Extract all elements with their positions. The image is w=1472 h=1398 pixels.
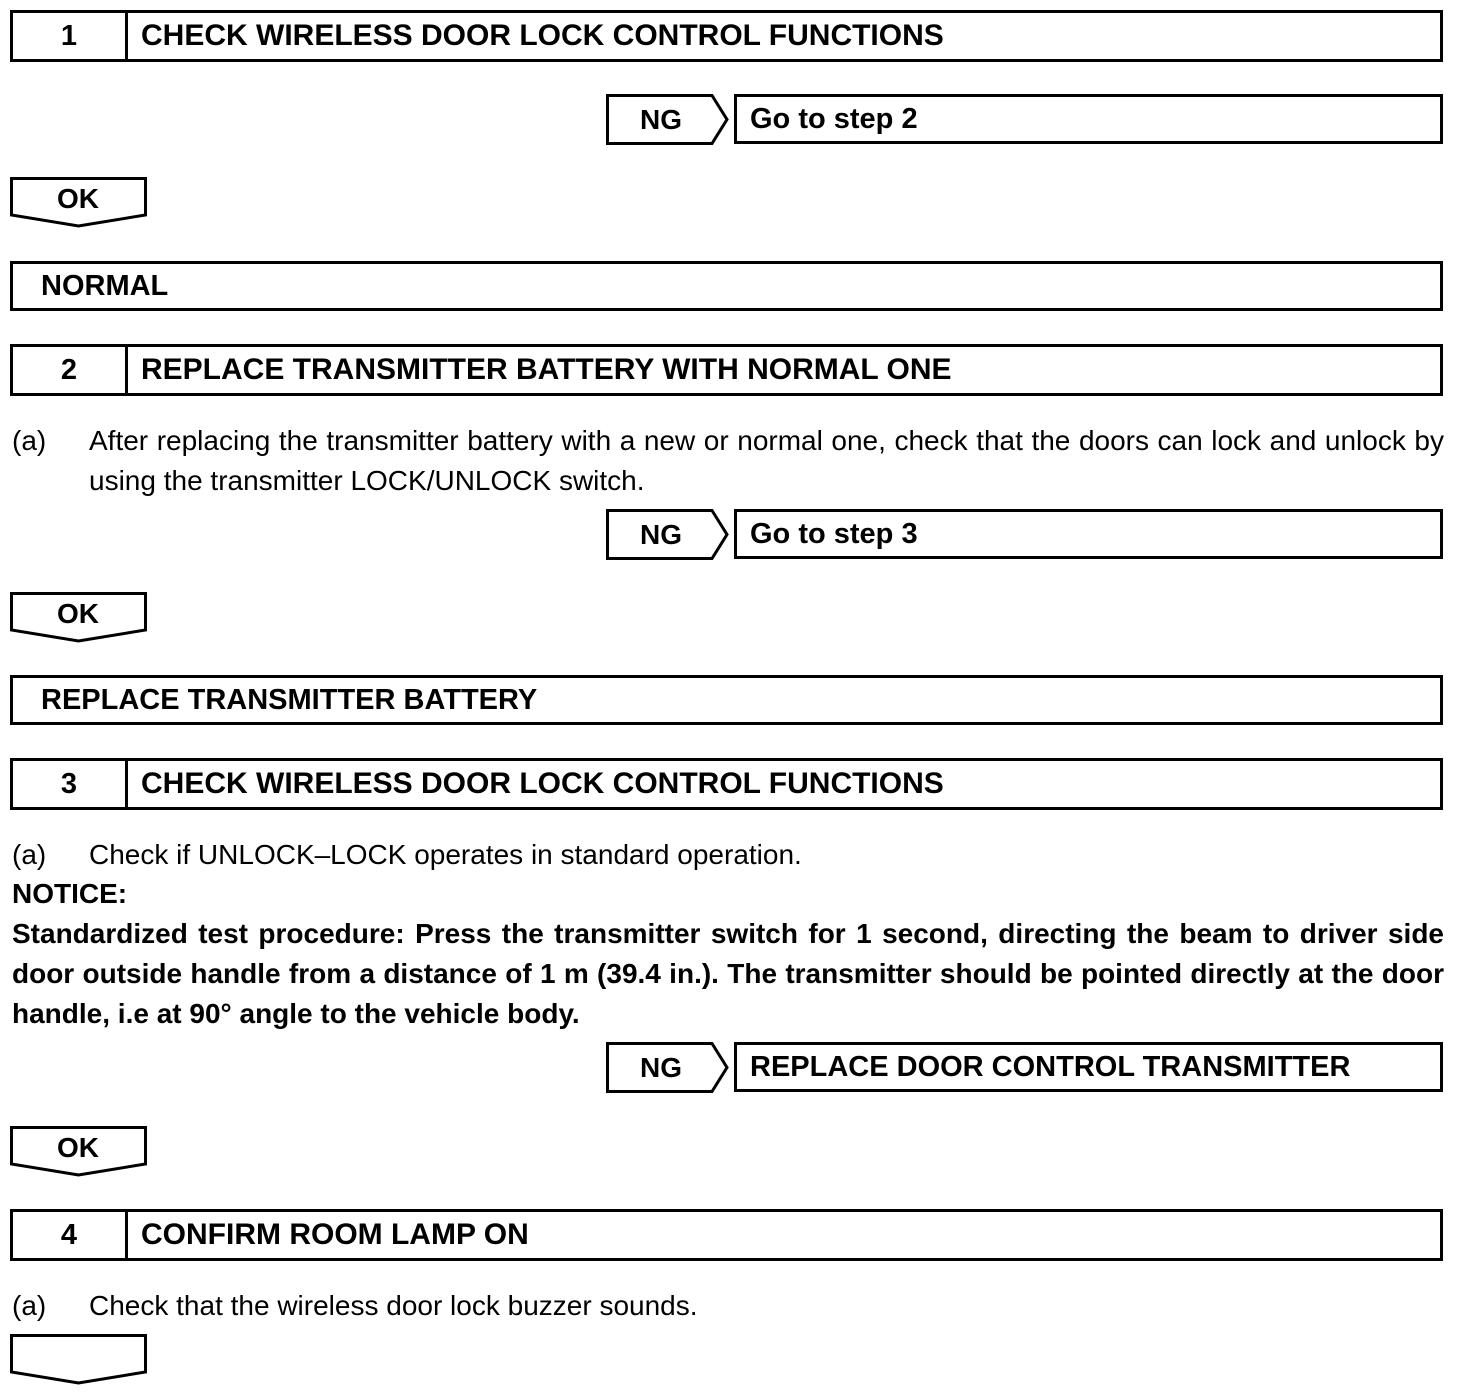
step-1-ng-arrow (606, 94, 730, 145)
step-3-number: 3 (13, 761, 128, 807)
step-1-ok-label: OK (57, 183, 99, 214)
step-1-number: 1 (13, 13, 128, 59)
step-4-header (10, 1209, 1443, 1261)
step-3-ok-label: OK (57, 1132, 99, 1163)
step-2-result: REPLACE TRANSMITTER BATTERY (10, 675, 1443, 725)
step-2-sub-text: After replacing the transmitter battery with a new or normal one, check that the doors can lock and unlock by using the transmitter LOCK/UNLOCK switch. (89, 425, 1444, 496)
step-2-ok-label: OK (57, 598, 99, 629)
step-3-title: CHECK WIRELESS DOOR LOCK CONTROL FUNCTIONS (141, 767, 944, 800)
notice-text: Standardized test procedure: Press the transmitter switch for 1 second, directing the beam to driver side door outside handle from a distance of 1 m (39.4 in.). The transmitter should be pointed directly at the door handle, i.e at 90° angle to the vehicle body. (12, 918, 1444, 1029)
step-1-title: CHECK WIRELESS DOOR LOCK CONTROL FUNCTIONS (141, 19, 944, 52)
step-4-title: CONFIRM ROOM LAMP ON (141, 1218, 529, 1251)
step-3-ng-arrow (606, 1042, 730, 1093)
step-2-ng-target: Go to step 3 (734, 509, 1443, 559)
step-1-result: NORMAL (10, 261, 1443, 311)
step-1-header (10, 10, 1443, 62)
step-2-ng-arrow (606, 509, 730, 560)
step-4-sub-label: (a) (12, 1290, 47, 1321)
down-arrow-icon (10, 1334, 148, 1386)
step-4-sub-text: Check that the wireless door lock buzzer sounds. (89, 1290, 698, 1321)
step-3-header (10, 758, 1443, 810)
step-3-ng-target: REPLACE DOOR CONTROL TRANSMITTER (734, 1042, 1443, 1092)
step-2-ok-arrow (10, 592, 148, 644)
step-3-sub-text: Check if UNLOCK–LOCK operates in standard operation. (89, 839, 802, 870)
step-3-ok-arrow (10, 1126, 148, 1178)
step-2-title: REPLACE TRANSMITTER BATTERY WITH NORMAL ONE (141, 353, 952, 386)
step-3-ng-label: NG (640, 1051, 682, 1083)
step-2-sub-label: (a) (12, 425, 47, 456)
step-1-ng-label: NG (640, 103, 682, 135)
step-2-number: 2 (13, 347, 128, 393)
step-2-ng-label: NG (640, 518, 682, 550)
step-1-ok-arrow (10, 177, 148, 229)
step-3-sub-label: (a) (12, 839, 47, 870)
step-1-ng-target: Go to step 2 (734, 94, 1443, 144)
step-4-number: 4 (13, 1212, 128, 1258)
step-4-next-arrow (10, 1334, 148, 1386)
step-2-header (10, 344, 1443, 396)
notice-heading: NOTICE: (12, 878, 128, 909)
